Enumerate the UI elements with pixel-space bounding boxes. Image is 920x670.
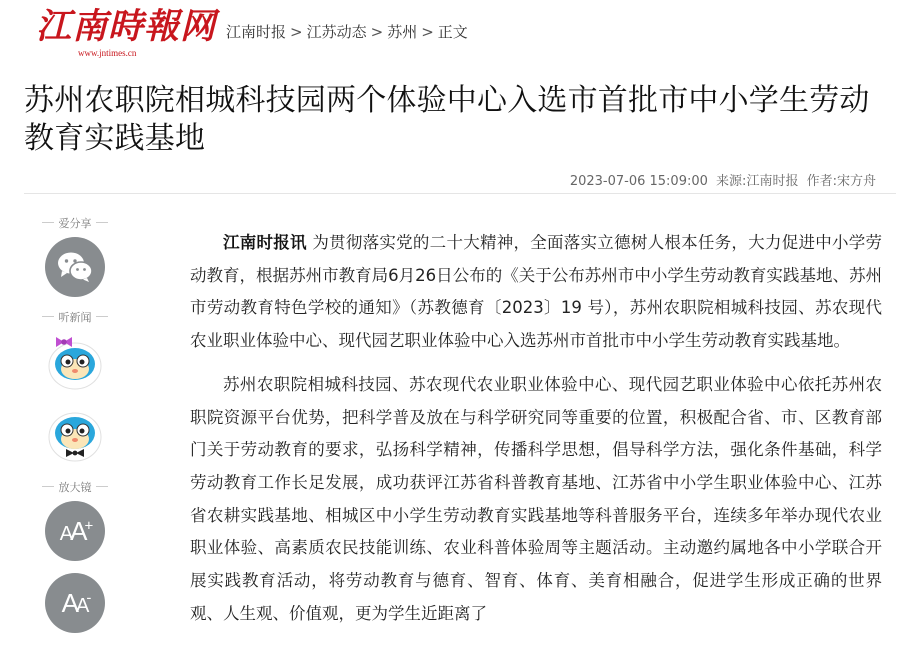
article-body	[190, 227, 882, 641]
paragraph-text: 为贯彻落实党的二十大精神，全面落实立德树人根本任务，大力促进中小学劳动教育，根据苏州市教育局6月26日公布的《关于公布苏州市中小学生劳动教育实践基地、苏州市劳动教育特色学校的通知》（苏教德育〔2023〕19 号），苏州农职院相城科技园、苏农现代农业职业体验中心、现代园艺职业体验中心入选苏州市首批市中小学生劳动教育实践基地。	[190, 233, 883, 351]
breadcrumb-separator: >	[370, 23, 384, 41]
mascot-female-icon	[45, 331, 105, 391]
article-paragraph: 苏州农职院相城科技园、苏农现代农业职业体验中心、现代园艺职业体验中心依托苏州农职院资源平台优势，把科学普及放在与科学研究同等重要的位置，积极配合省、市、区教育部门关于劳动教育的要求，弘扬科学精神，传播科学思想，倡导科学方法，强化条件基础，科学劳动教育工作长足发展，成功获评江苏省科普教育基地、江苏省中小学生职业体验中心、江苏省农耕实践基地、相城区中小学生劳动教育实践基地等科普服务平台，连续多年举办现代农业职业体验、高素质农民技能训练、农业科普体验周等主题活动。主动邀约属地各中小学联合开展实践教育活动，将劳动教育与德育、智育、体育、美育相融合，促进学生形成正确的世界观、人生观、价值观，更为学生近距离了	[190, 374, 882, 623]
font-large-a: A	[61, 587, 76, 618]
plus-glyph: +	[84, 516, 91, 534]
logo-text: 江南時報网	[36, 6, 217, 47]
zoom-label: 放大镜	[42, 479, 108, 493]
font-small-a: A	[76, 594, 87, 617]
breadcrumb-item-home[interactable]: 江南时报	[226, 23, 287, 41]
article-author: 宋方舟	[836, 174, 876, 189]
breadcrumb-separator: >	[421, 23, 434, 41]
font-decrease-button[interactable]	[45, 573, 105, 633]
breadcrumb-item-jiangsu[interactable]: 江苏动态	[306, 23, 367, 41]
font-increase-icon	[60, 516, 90, 547]
font-increase-button[interactable]	[45, 501, 105, 561]
minus-glyph: -	[86, 588, 89, 606]
article-date: 2023-07-06 15:09:00	[569, 174, 708, 189]
listen-label: 听新闻	[42, 309, 108, 323]
article-meta	[566, 170, 876, 189]
wechat-icon	[56, 250, 94, 284]
author-label: 作者:	[806, 174, 837, 189]
listen-female-voice-button[interactable]	[45, 331, 105, 391]
wechat-share-button[interactable]	[45, 237, 105, 297]
font-small-a: A	[59, 522, 71, 545]
article-sidebar	[42, 215, 108, 645]
share-label: 爱分享	[42, 215, 108, 229]
breadcrumb-separator: >	[290, 23, 303, 41]
font-large-a: A	[70, 515, 85, 546]
font-decrease-icon	[62, 588, 89, 619]
article-title: 苏州农职院相城科技园两个体验中心入选市首批市中小学生劳动教育实践基地	[24, 83, 870, 156]
article-paragraph	[190, 227, 882, 358]
source-label: 来源:	[716, 174, 747, 189]
listen-male-voice-button[interactable]	[45, 405, 105, 465]
logo-url: www.jntimes.cn	[78, 48, 137, 58]
title-divider	[24, 193, 896, 194]
mascot-male-icon	[45, 405, 105, 465]
page-header	[0, 0, 920, 70]
breadcrumb	[226, 21, 468, 42]
breadcrumb-item-current: 正文	[437, 23, 468, 41]
site-logo[interactable]	[36, 6, 217, 62]
article-source: 江南时报	[746, 174, 799, 189]
breadcrumb-item-suzhou[interactable]: 苏州	[387, 23, 418, 41]
lead-source: 江南时报讯	[223, 233, 307, 252]
